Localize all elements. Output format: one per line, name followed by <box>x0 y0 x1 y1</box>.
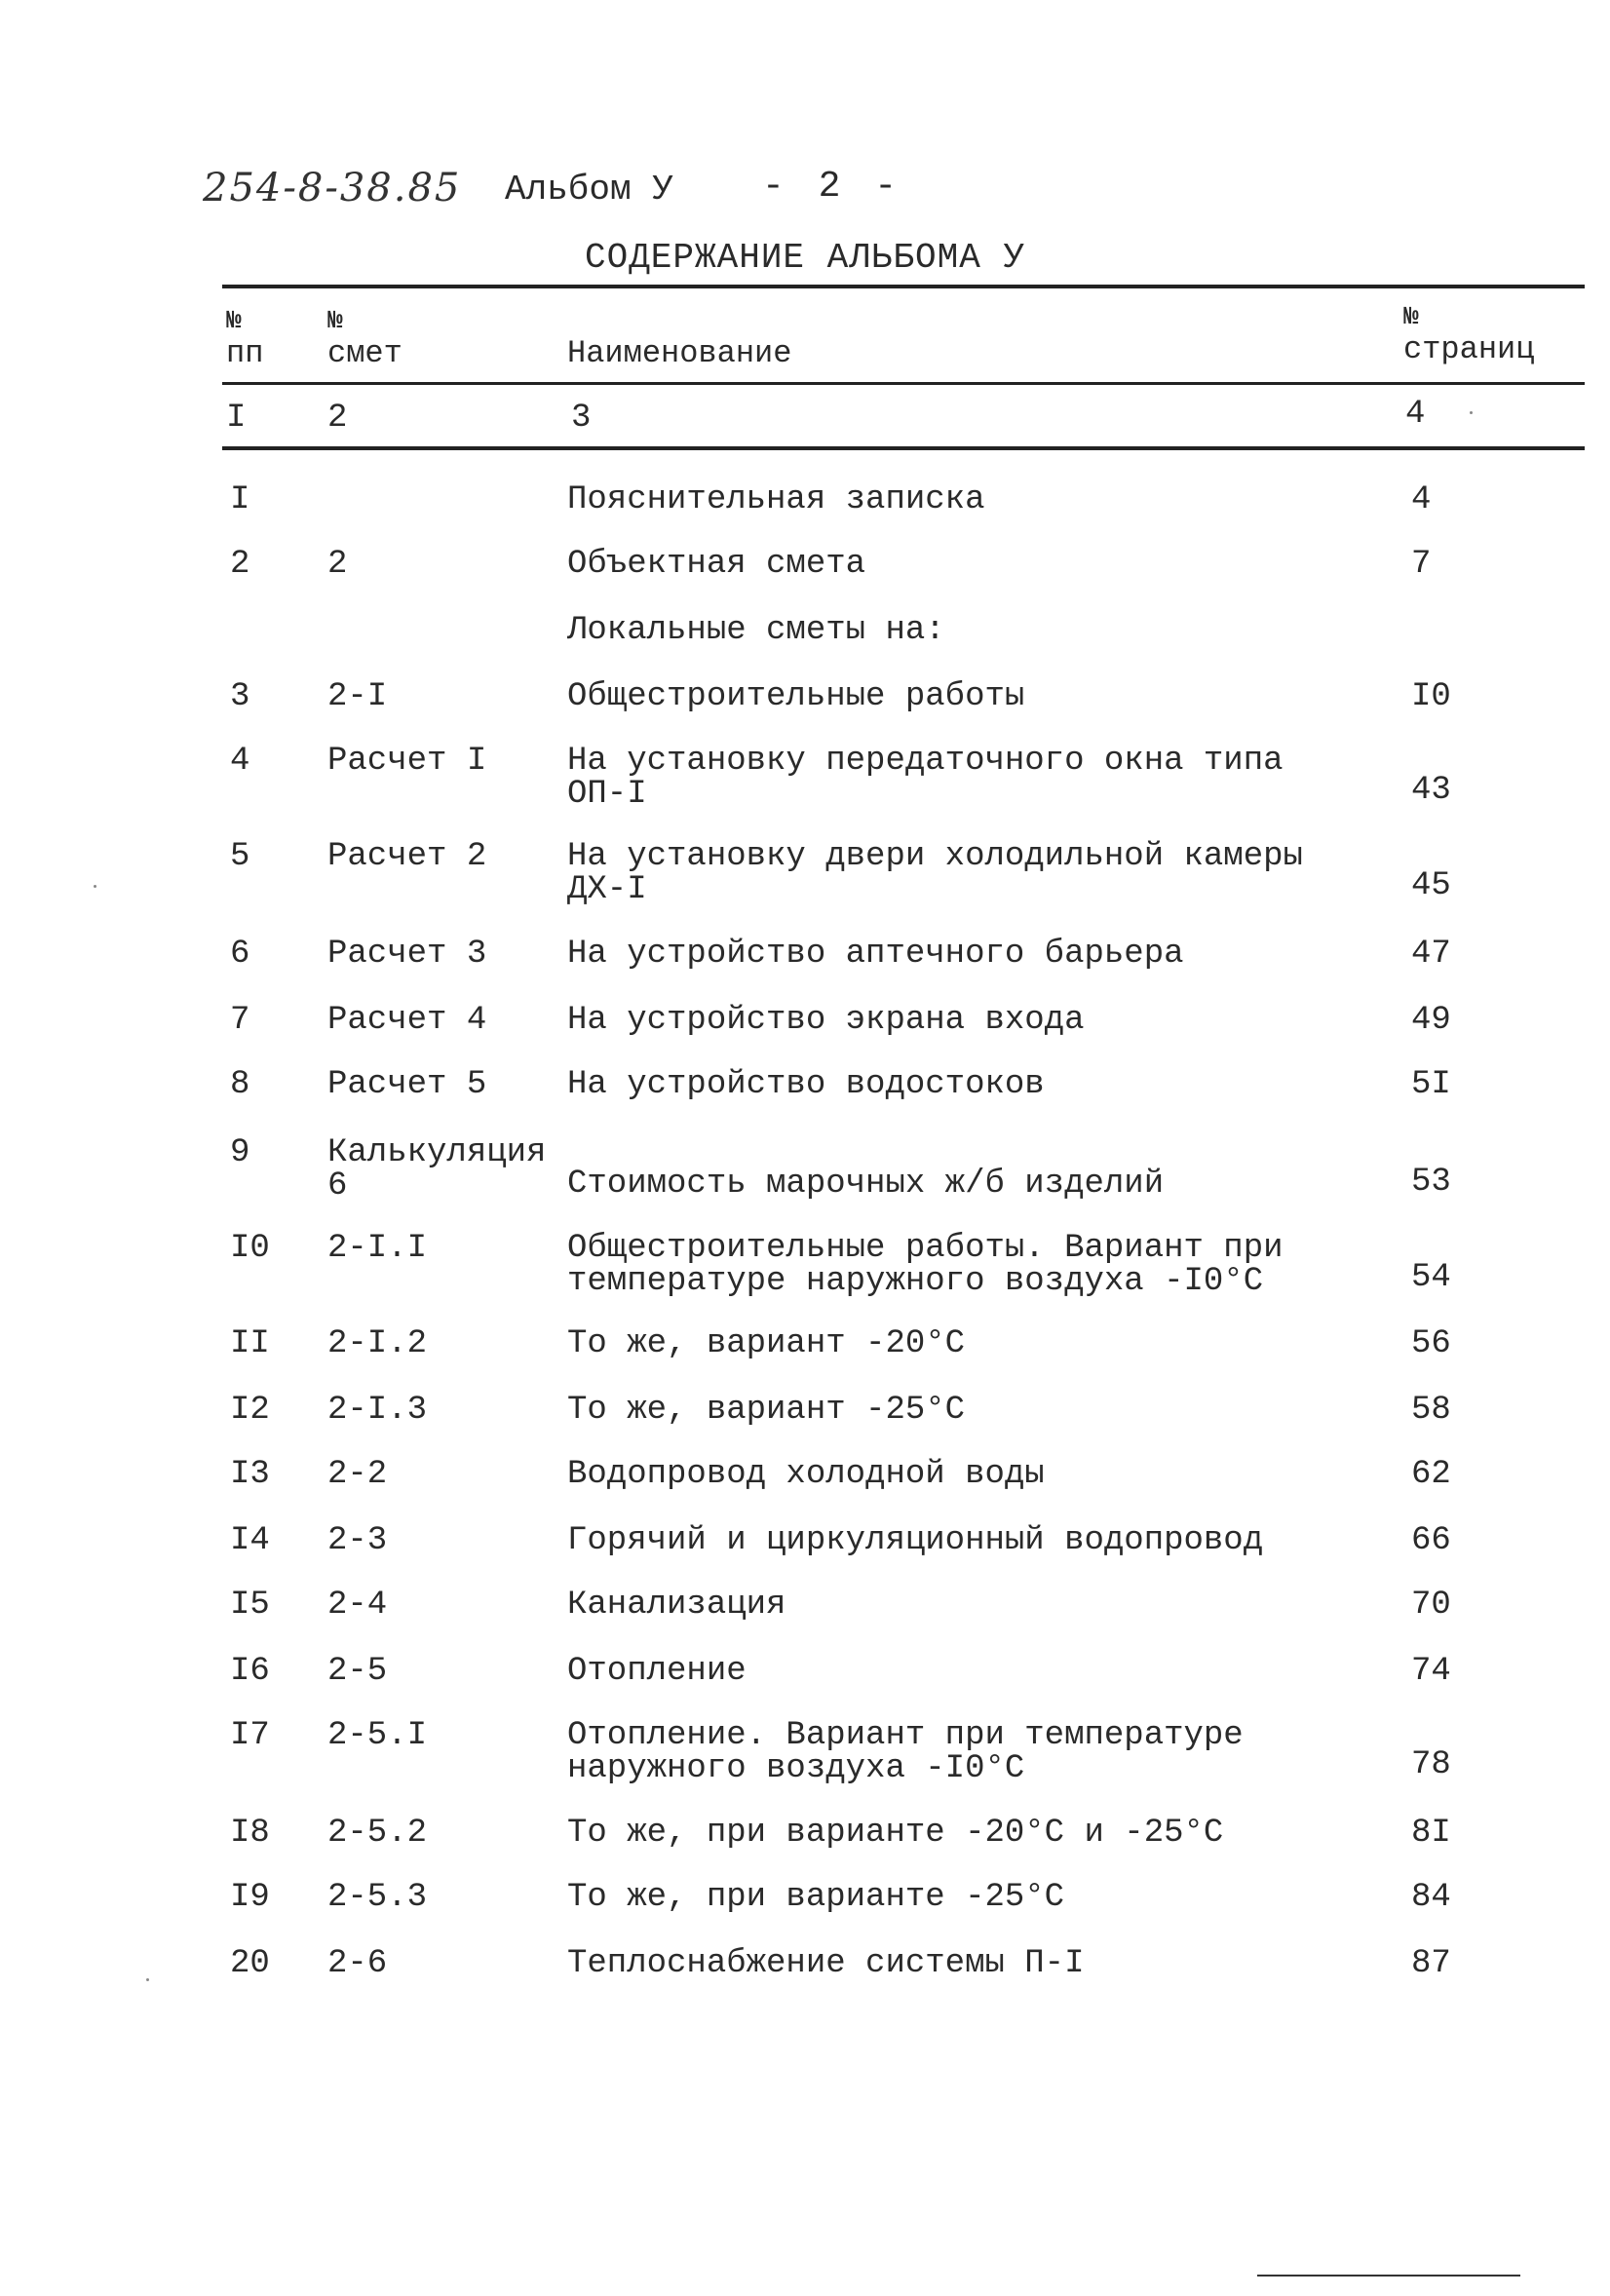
row-page: 4 <box>1411 481 1432 518</box>
document-code: 254-8-38.85 <box>203 166 462 210</box>
row-item-no: I8 <box>230 1815 270 1852</box>
row-item-no: I <box>230 481 250 518</box>
row-estimate-no: Расчет I <box>327 743 487 780</box>
album-label: Альбом У <box>505 170 673 210</box>
row-item-no: 7 <box>230 1002 250 1039</box>
row-item-no: I9 <box>230 1879 270 1916</box>
col-number: 4 <box>1405 396 1426 433</box>
row-name: Теплоснабжение системы П-I <box>567 1945 1085 1982</box>
row-name: На устройство аптечного барьера <box>567 936 1184 973</box>
scan-speck <box>1470 411 1473 414</box>
row-estimate-no: Расчет 4 <box>327 1002 487 1039</box>
row-estimate-no: Расчет 2 <box>327 838 487 875</box>
number-sign: № <box>226 306 242 335</box>
row-name: Локальные сметы на: <box>567 612 945 649</box>
col-header-name: Наименование <box>567 335 792 371</box>
row-name: Общестроительные работы <box>567 678 1025 715</box>
row-page: 70 <box>1411 1587 1451 1624</box>
row-estimate-no: 2-2 <box>327 1456 388 1493</box>
row-name: Объектная смета <box>567 546 866 583</box>
row-page: 47 <box>1411 936 1451 973</box>
col-number: I <box>226 400 247 437</box>
row-name: Водопровод холодной воды <box>567 1456 1045 1493</box>
row-page: 58 <box>1411 1392 1451 1429</box>
scan-speck <box>94 885 96 888</box>
row-name: Горячий и циркуляционный водопровод <box>567 1522 1264 1559</box>
row-estimate-no: 2-I <box>327 678 388 715</box>
row-estimate-no: 2-5 <box>327 1653 388 1690</box>
row-item-no: 6 <box>230 936 250 973</box>
row-estimate-no: 2-5.3 <box>327 1879 428 1916</box>
col-header-estimate-no <box>327 304 402 370</box>
numbers-rule <box>222 446 1585 450</box>
row-name: На установку передаточного окна типа ОП-I <box>567 743 1284 813</box>
page-number: - 2 - <box>762 166 903 208</box>
row-item-no: I2 <box>230 1392 270 1429</box>
row-page: 45 <box>1411 867 1451 904</box>
col-number: 3 <box>571 400 592 437</box>
row-estimate-no: 2-I.I <box>327 1230 428 1267</box>
row-name: То же, вариант -25°C <box>567 1392 966 1429</box>
row-item-no: I3 <box>230 1456 270 1493</box>
col-header-item-no <box>226 304 263 370</box>
col-header-page-no <box>1403 300 1534 366</box>
row-estimate-no: Калькуляция 6 <box>327 1134 547 1205</box>
row-estimate-no: 2-6 <box>327 1945 388 1982</box>
row-item-no: I7 <box>230 1717 270 1754</box>
row-name: Стоимость марочных ж/б изделий <box>567 1166 1165 1203</box>
row-item-no: 4 <box>230 743 250 780</box>
row-estimate-no: Расчет 5 <box>327 1066 487 1103</box>
row-item-no: II <box>230 1325 270 1362</box>
row-name: То же, вариант -20°C <box>567 1325 966 1362</box>
row-name: На устройство экрана входа <box>567 1002 1085 1039</box>
row-page: 49 <box>1411 1002 1451 1039</box>
row-page: 7 <box>1411 546 1432 583</box>
row-item-no: I0 <box>230 1230 270 1267</box>
row-page: 84 <box>1411 1879 1451 1916</box>
row-name: На устройство водостоков <box>567 1066 1045 1103</box>
row-page: 53 <box>1411 1164 1451 1201</box>
row-name: То же, при варианте -25°C <box>567 1879 1065 1916</box>
row-page: 56 <box>1411 1325 1451 1362</box>
top-rule <box>222 285 1585 288</box>
row-item-no: I4 <box>230 1522 270 1559</box>
number-sign: № <box>1403 302 1419 331</box>
row-page: 87 <box>1411 1945 1451 1982</box>
row-page: 8I <box>1411 1815 1451 1852</box>
col-number: 2 <box>327 400 348 437</box>
row-name: Отопление <box>567 1653 747 1690</box>
row-item-no: 8 <box>230 1066 250 1103</box>
row-page: 5I <box>1411 1066 1451 1103</box>
row-estimate-no: Расчет 3 <box>327 936 487 973</box>
row-estimate-no: 2-5.I <box>327 1717 428 1754</box>
row-estimate-no: 2-5.2 <box>327 1815 428 1852</box>
row-item-no: 9 <box>230 1134 250 1171</box>
scan-speck <box>146 1978 149 1981</box>
row-name: На установку двери холодильной камеры ДХ-I <box>567 838 1303 908</box>
row-page: 62 <box>1411 1456 1451 1493</box>
bottom-rule <box>1257 2275 1520 2277</box>
row-page: 66 <box>1411 1522 1451 1559</box>
row-name: Канализация <box>567 1587 786 1624</box>
row-page: 78 <box>1411 1746 1451 1783</box>
row-page: 74 <box>1411 1653 1451 1690</box>
row-item-no: I5 <box>230 1587 270 1624</box>
col-header-label: смет <box>327 335 402 371</box>
row-name: То же, при варианте -20°C и -25°C <box>567 1815 1224 1852</box>
page-title: СОДЕРЖАНИЕ АЛЬБОМА У <box>585 238 1026 278</box>
row-name: Общестроительные работы. Вариант при температуре наружного воздуха -I0°C <box>567 1230 1284 1300</box>
row-estimate-no: 2-I.3 <box>327 1392 428 1429</box>
row-estimate-no: 2-4 <box>327 1587 388 1624</box>
row-page: 43 <box>1411 772 1451 809</box>
row-page: I0 <box>1411 678 1451 715</box>
row-item-no: 2 <box>230 546 250 583</box>
row-item-no: 5 <box>230 838 250 875</box>
row-name: Пояснительная записка <box>567 481 985 518</box>
row-page: 54 <box>1411 1259 1451 1296</box>
col-header-label: пп <box>226 335 264 371</box>
row-estimate-no: 2 <box>327 546 348 583</box>
number-sign: № <box>327 306 343 335</box>
row-item-no: 20 <box>230 1945 270 1982</box>
col-header-label: страниц <box>1403 331 1535 367</box>
header-rule <box>222 382 1585 385</box>
row-item-no: 3 <box>230 678 250 715</box>
row-name: Отопление. Вариант при температуре наружного воздуха -I0°C <box>567 1717 1244 1787</box>
row-item-no: I6 <box>230 1653 270 1690</box>
row-estimate-no: 2-3 <box>327 1522 388 1559</box>
row-estimate-no: 2-I.2 <box>327 1325 428 1362</box>
